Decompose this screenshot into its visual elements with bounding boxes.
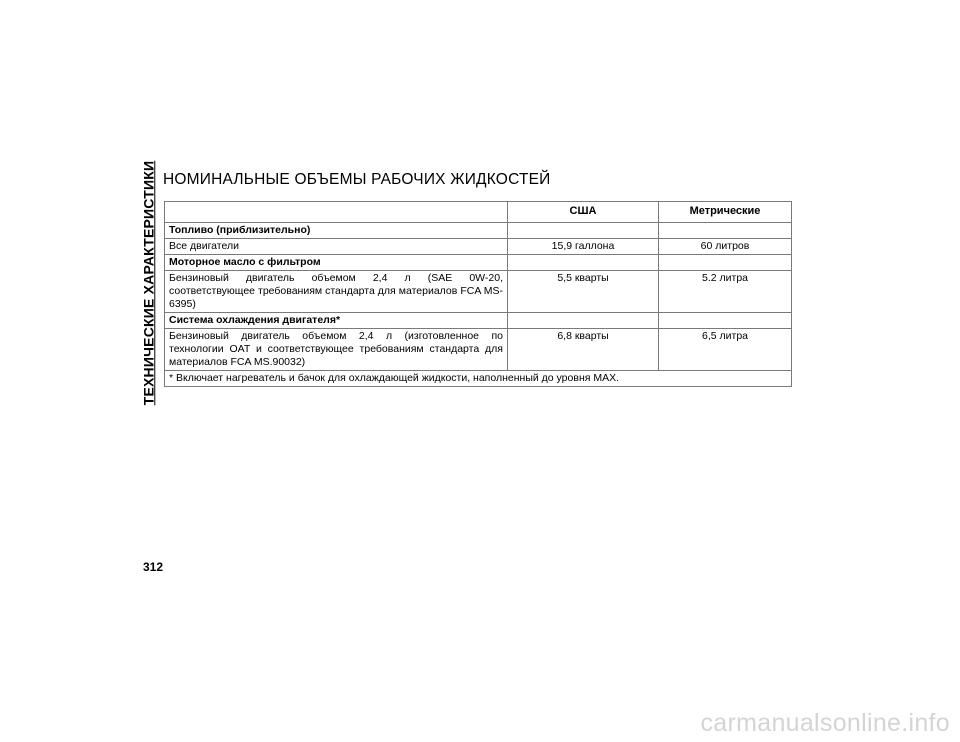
section-label: Система охлаждения двигателя*	[165, 313, 508, 329]
section-label: Моторное масло с фильтром	[165, 255, 508, 271]
row-label: Бензиновый двигатель объемом 2,4 л (изготовленное по технологии OAT и соответствующее требованиям стандарта для материалов FCA MS.90032)	[165, 329, 508, 371]
section-side-tab-label: ТЕХНИЧЕСКИЕ ХАРАКТЕРИСТИКИ	[140, 160, 156, 406]
metric-value: 60 литров	[659, 239, 792, 255]
table-header-cell	[165, 202, 508, 223]
table-cell	[659, 313, 792, 329]
table-cell	[508, 223, 659, 239]
table-footnote: * Включает нагреватель и бачок для охлаждающей жидкости, наполненный до уровня MAX.	[165, 371, 792, 387]
us-value: 6,8 кварты	[508, 329, 659, 371]
table-row	[165, 329, 792, 371]
table-section-row	[165, 255, 792, 271]
table-section-row	[165, 223, 792, 239]
table-header-cell: США	[508, 202, 659, 223]
table-cell	[508, 255, 659, 271]
watermark: carmanualsonline.info	[700, 709, 950, 737]
page-number: 312	[143, 560, 164, 574]
us-value: 5,5 кварты	[508, 271, 659, 313]
table-cell	[508, 313, 659, 329]
metric-value: 6,5 литра	[659, 329, 792, 371]
row-label: Бензиновый двигатель объемом 2,4 л (SAE 0W-20, соответствующее требованиям стандарта для материалов FCA MS-6395)	[165, 271, 508, 313]
table-cell	[659, 255, 792, 271]
us-value: 15,9 галлона	[508, 239, 659, 255]
table-row	[165, 271, 792, 313]
section-label: Топливо (приблизительно)	[165, 223, 508, 239]
table-row	[165, 239, 792, 255]
table-header-row	[165, 202, 792, 223]
fluid-capacities-table	[164, 201, 792, 387]
table-header-cell: Метрические	[659, 202, 792, 223]
table-footnote-row	[165, 371, 792, 387]
page-title: НОМИНАЛЬНЫЕ ОБЪЕМЫ РАБОЧИХ ЖИДКОСТЕЙ	[163, 171, 551, 188]
table-cell	[659, 223, 792, 239]
row-label: Все двигатели	[165, 239, 508, 255]
table-section-row	[165, 313, 792, 329]
section-side-tab	[136, 160, 160, 406]
metric-value: 5.2 литра	[659, 271, 792, 313]
